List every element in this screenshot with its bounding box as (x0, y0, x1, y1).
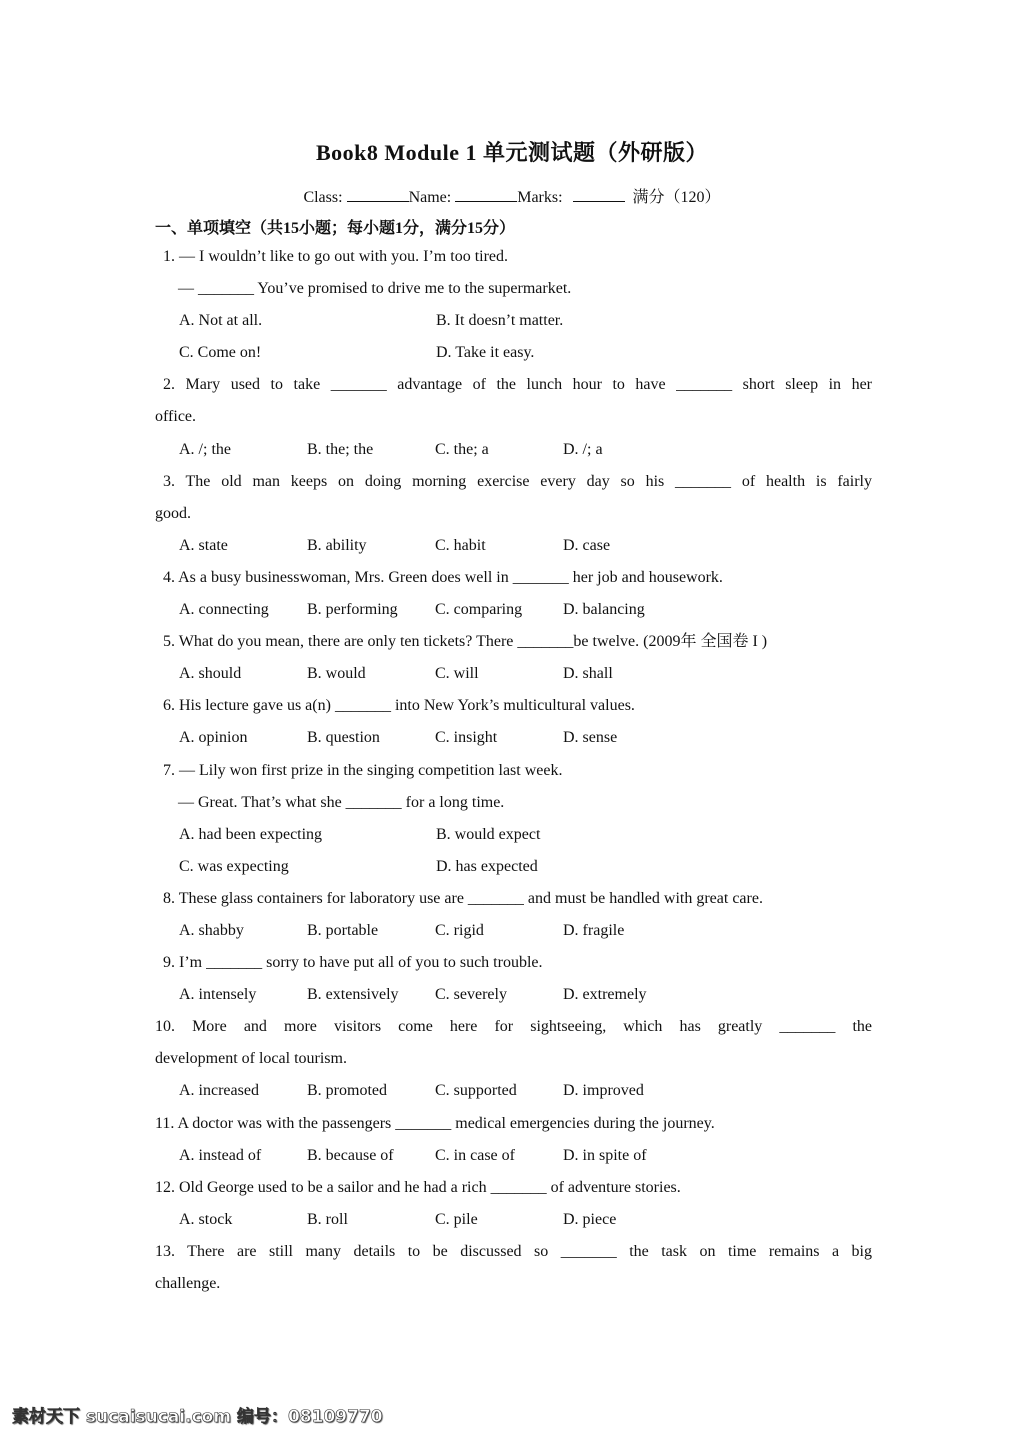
option-d: D. improved (563, 1082, 644, 1100)
option-b: B. promoted (307, 1082, 387, 1100)
question-stem: 7. — Lily won first prize in the singing competition last week. (163, 761, 563, 779)
name-label: Name: (408, 189, 452, 206)
options-row (155, 1075, 872, 1107)
options-row (155, 305, 872, 337)
option-d: D. case (563, 536, 611, 554)
class-label: Class: (303, 189, 343, 206)
options-row (155, 434, 872, 466)
option-b: B. roll (307, 1210, 348, 1228)
question-stem: 10. More and more visitors come here for sightseeing, which has greatly _______ the (155, 1018, 872, 1036)
option-a: A. stock (179, 1210, 233, 1228)
option-a: A. connecting (179, 601, 269, 619)
option-c: C. was expecting (179, 857, 289, 875)
question (155, 883, 872, 947)
question-stem: 11. A doctor was with the passengers _______ medical emergencies during the journey. (155, 1114, 715, 1132)
options-row (155, 722, 872, 754)
option-b: B. portable (307, 921, 379, 939)
question (155, 1236, 872, 1300)
option-c: C. habit (435, 536, 486, 554)
option-d: D. Take it easy. (436, 344, 535, 362)
question-stem: 3. The old man keeps on doing morning exercise every day so his _______ of health is fairly (163, 472, 872, 490)
option-b: B. It doesn’t matter. (436, 312, 564, 330)
option-c: C. Come on! (179, 344, 262, 362)
options-row (155, 819, 872, 851)
option-d: D. sense (563, 729, 618, 747)
options-row (155, 1204, 872, 1236)
option-a: A. /; the (179, 440, 231, 458)
option-d: D. shall (563, 665, 613, 683)
question-stem-continued: office. (155, 408, 197, 426)
question-stem: 13. There are still many details to be discussed so _______ the task on time remains a big (155, 1242, 872, 1260)
student-info-line (0, 184, 1024, 207)
options-row (155, 658, 872, 690)
option-b: B. performing (307, 601, 398, 619)
option-b: B. ability (307, 536, 367, 554)
option-a: A. Not at all. (179, 312, 263, 330)
question-stem: 1. — I wouldn’t like to go out with you. I’m too tired. (163, 248, 509, 265)
option-c: C. the; a (435, 440, 489, 458)
options-row (155, 1140, 872, 1172)
option-c: C. severely (435, 986, 507, 1004)
option-d: D. in spite of (563, 1146, 647, 1164)
options-row (155, 851, 872, 883)
option-d: D. piece (563, 1210, 617, 1228)
name-blank (455, 187, 517, 202)
question-stem: 9. I’m _______ sorry to have put all of you to such trouble. (163, 954, 543, 972)
question-stem-continued: challenge. (155, 1275, 221, 1292)
class-blank (347, 187, 409, 202)
watermark-text: 素材天下 sucaisucai.com 编号：08109770 (12, 1407, 383, 1427)
question-stem: 6. His lecture gave us a(n) _______ into New York’s multicultural values. (163, 697, 635, 715)
option-a: A. intensely (179, 986, 257, 1004)
option-c: C. pile (435, 1210, 478, 1228)
question (155, 562, 872, 626)
section-heading: 一、单项填空（共15小题；每小题1分，满分15分） (155, 220, 516, 237)
option-c: C. rigid (435, 921, 484, 939)
question (155, 755, 872, 883)
options-row (155, 915, 872, 947)
option-d: D. balancing (563, 601, 645, 619)
option-b: B. would expect (436, 825, 541, 843)
option-d: D. fragile (563, 921, 625, 939)
options-row (155, 979, 872, 1011)
option-a: A. opinion (179, 729, 248, 747)
question-stem-continued: development of local tourism. (155, 1050, 347, 1068)
question (155, 690, 872, 754)
question (155, 369, 872, 465)
question (155, 1172, 872, 1236)
option-a: A. instead of (179, 1146, 262, 1164)
option-a: A. state (179, 536, 228, 554)
option-b: B. would (307, 665, 366, 683)
full-score: 满分（120） (632, 189, 721, 206)
question (155, 626, 872, 690)
marks-label: Marks: (517, 189, 563, 206)
question (155, 1108, 872, 1172)
options-row (155, 337, 872, 369)
question (155, 947, 872, 1011)
options-row (155, 530, 872, 562)
option-c: C. insight (435, 729, 498, 747)
question (155, 466, 872, 562)
question-stem: 4. As a busy businesswoman, Mrs. Green does well in _______ her job and housework. (163, 568, 723, 586)
question (155, 241, 872, 369)
option-a: A. shabby (179, 921, 244, 939)
question-dialogue: — Great. That’s what she _______ for a long time. (178, 793, 505, 811)
question (155, 1011, 872, 1107)
option-b: B. because of (307, 1146, 394, 1164)
question-stem-continued: good. (155, 504, 191, 522)
option-a: A. increased (179, 1082, 259, 1100)
question-stem: 2. Mary used to take _______ advantage of the lunch hour to have _______ short sleep in her (163, 376, 872, 394)
option-d: D. has expected (436, 857, 538, 875)
marks-blank (573, 187, 625, 202)
option-d: D. extremely (563, 986, 647, 1004)
option-a: A. had been expecting (179, 825, 323, 843)
question-stem: 8. These glass containers for laboratory use are _______ and must be handled with great care. (163, 889, 763, 907)
option-b: B. the; the (307, 440, 374, 458)
question-stem: 12. Old George used to be a sailor and he had a rich _______ of adventure stories. (155, 1178, 681, 1196)
option-c: C. will (435, 665, 479, 683)
option-a: A. should (179, 665, 242, 683)
option-b: B. extensively (307, 986, 399, 1004)
question-list (155, 241, 872, 1300)
option-c: C. comparing (435, 601, 523, 619)
options-row (155, 594, 872, 626)
option-d: D. /; a (563, 440, 603, 458)
page-title: Book8 Module 1 单元测试题（外研版） (315, 140, 709, 165)
option-c: C. in case of (435, 1146, 515, 1164)
question-stem: 5. What do you mean, there are only ten tickets? There _______be twelve. (2009年 全国卷 I ) (163, 633, 768, 651)
question-dialogue: — _______ You’ve promised to drive me to the supermarket. (178, 280, 572, 298)
option-b: B. question (307, 729, 380, 747)
option-c: C. supported (435, 1082, 517, 1100)
